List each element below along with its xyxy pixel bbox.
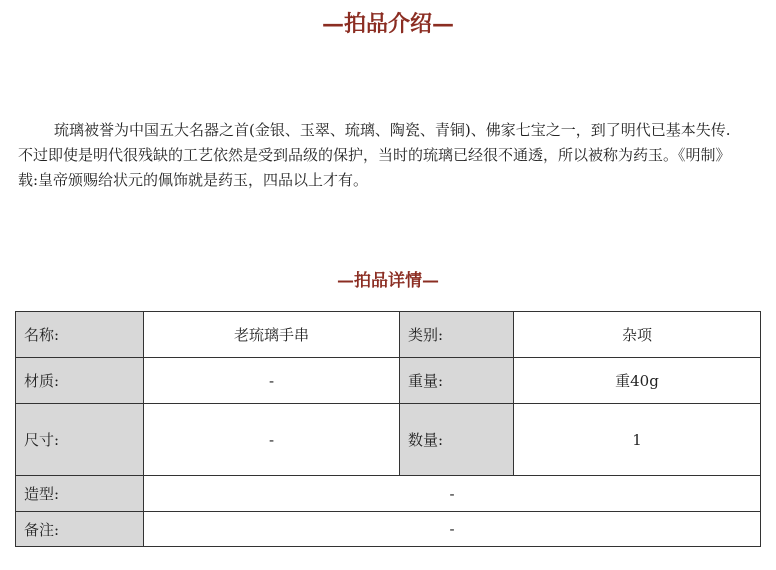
label-cell: 备注: [16,512,144,547]
value-cell: 1 [514,404,761,476]
label-cell: 名称: [16,312,144,358]
value-cell: - [144,512,761,547]
label-cell: 造型: [16,476,144,512]
label-cell: 材质: [16,358,144,404]
value-cell: - [144,476,761,512]
intro-paragraph: 琉璃被誉为中国五大名器之首(金银、玉翠、琉璃、陶瓷、青铜)、佛家七宝之一，到了明代已基本失传. 不过即使是明代很残缺的工艺依然是受到品级的保护，当时的琉璃已经很不通透，所以被称为药玉。《明制》载:皇帝颁赐给状元的佩饰就是药玉，四品以上才有。 [18,121,731,189]
label-cell: 类别: [400,312,514,358]
value-cell: - [144,404,400,476]
details-section-title: —拍品详情— [337,271,439,291]
table-row [16,312,761,358]
details-table [15,311,761,547]
value-cell: 杂项 [514,312,761,358]
table-row [16,358,761,404]
table-row [16,476,761,512]
intro-section-title: —拍品介绍— [321,11,454,37]
table-row [16,404,761,476]
label-cell: 重量: [400,358,514,404]
value-cell: - [144,358,400,404]
label-cell: 尺寸: [16,404,144,476]
value-cell: 重40g [514,358,761,404]
value-cell: 老琉璃手串 [144,312,400,358]
label-cell: 数量: [400,404,514,476]
table-row [16,512,761,547]
